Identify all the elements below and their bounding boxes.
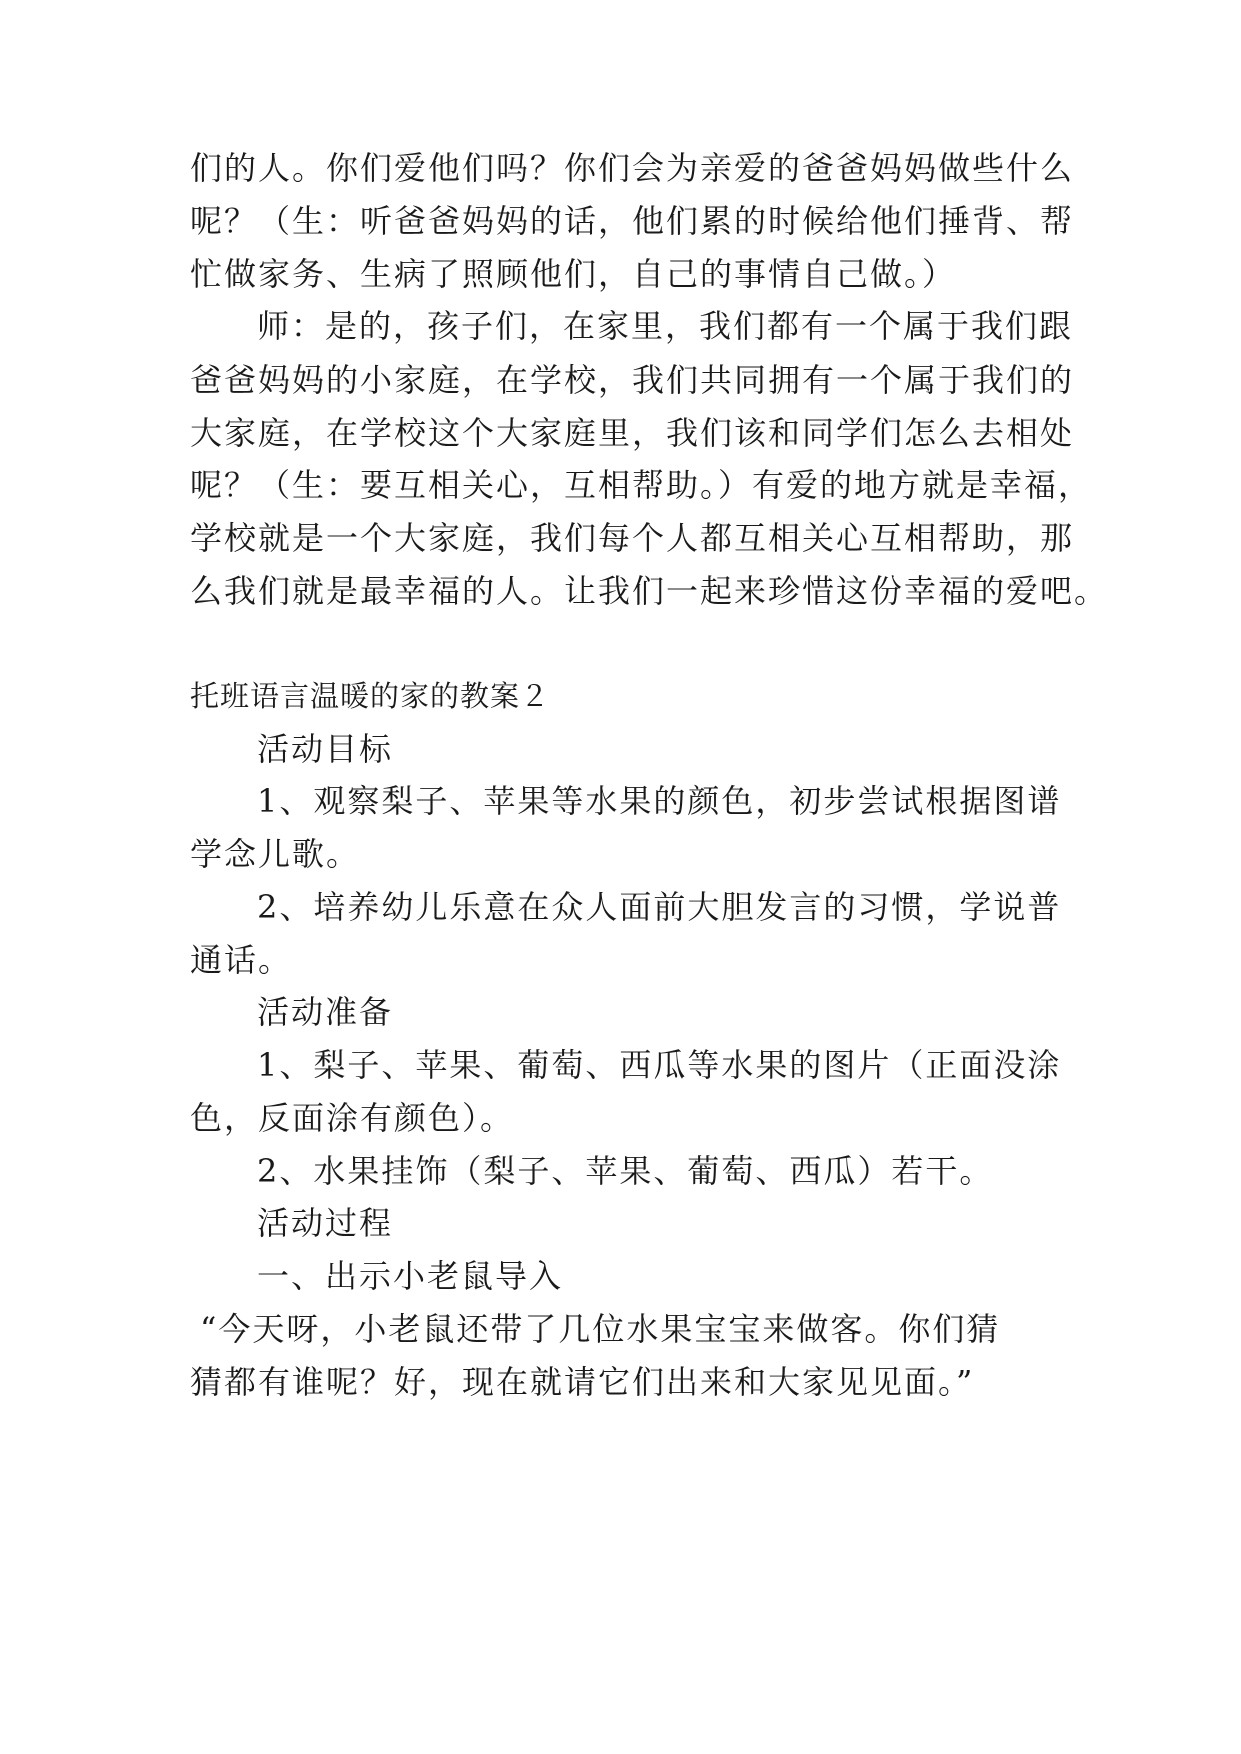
paragraph-line: 呢？（生：听爸爸妈妈的话，他们累的时候给他们捶背、帮 — [190, 202, 1075, 240]
quote-line: “今天呀，小老鼠还带了几位水果宝宝来做客。你们猜 — [200, 1310, 1001, 1348]
paragraph-line: 大家庭，在学校这个大家庭里，我们该和同学们怎么去相处 — [190, 414, 1075, 452]
paragraph-line: 师：是的，孩子们，在家里，我们都有一个属于我们跟 — [257, 307, 1074, 345]
paragraph-line: 学校就是一个大家庭，我们每个人都互相关心互相帮助，那 — [190, 519, 1075, 557]
prep-heading: 活动准备 — [257, 993, 394, 1031]
paragraph-line: 忙做家务、生病了照顾他们，自己的事情自己做。） — [190, 255, 957, 293]
prep-item-line: 2、水果挂饰（梨子、苹果、葡萄、西瓜）若干。 — [257, 1152, 994, 1190]
prep-item-line: 色，反面涂有颜色）。 — [190, 1099, 515, 1137]
section-title: 托班语言温暖的家的教案２ — [190, 679, 551, 713]
goal-item-line: 通话。 — [190, 941, 293, 979]
prep-item-line: 1、梨子、苹果、葡萄、西瓜等水果的图片（正面没涂 — [257, 1046, 1062, 1084]
process-step: 一、出示小老鼠导入 — [257, 1257, 564, 1295]
goal-heading: 活动目标 — [257, 730, 394, 768]
process-heading: 活动过程 — [257, 1204, 394, 1242]
goal-item-line: 2、培养幼儿乐意在众人面前大胆发言的习惯，学说普 — [257, 888, 1062, 926]
paragraph-line: 么我们就是最幸福的人。让我们一起来珍惜这份幸福的爱吧。 — [190, 572, 1109, 610]
paragraph-line: 呢？（生：要互相关心，互相帮助。）有爱的地方就是幸福， — [190, 466, 1093, 504]
paragraph-line: 们的人。你们爱他们吗？你们会为亲爱的爸爸妈妈做些什么 — [190, 149, 1075, 187]
goal-item-line: 学念儿歌。 — [190, 835, 361, 873]
paragraph-line: 爸爸妈妈的小家庭，在学校，我们共同拥有一个属于我们的 — [190, 361, 1075, 399]
goal-item-line: 1、观察梨子、苹果等水果的颜色，初步尝试根据图谱 — [257, 782, 1062, 820]
quote-line: 猜都有谁呢？好，现在就请它们出来和大家见见面。” — [190, 1363, 975, 1401]
